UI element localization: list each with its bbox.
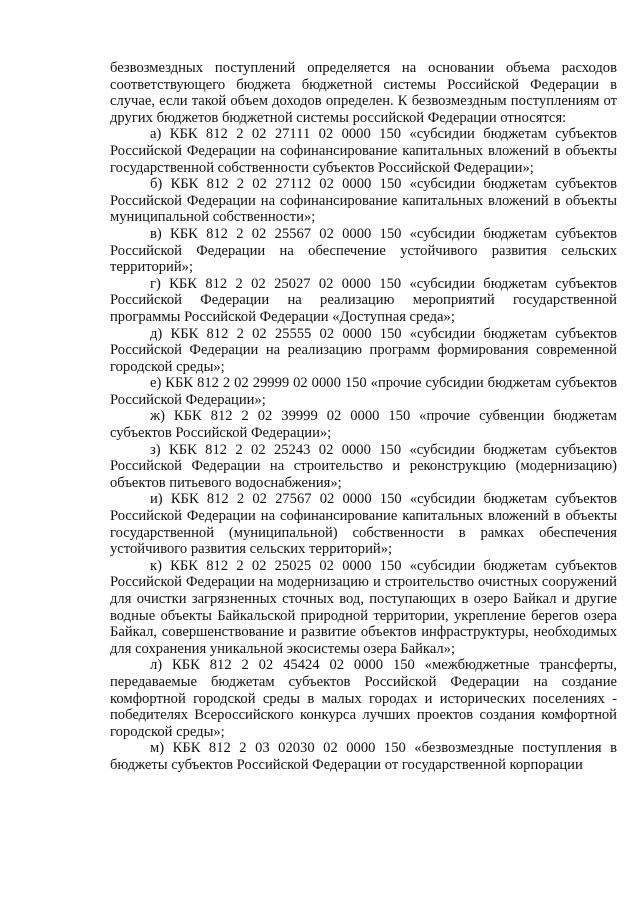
list-item-v: в) КБК 812 2 02 25567 02 0000 150 «субсидии бюджетам субъектов Российской Федерации на обеспечение устойчивого развития сельских территорий»; (110, 225, 617, 276)
list-item-g: г) КБК 812 2 02 25027 02 0000 150 «субсидии бюджетам субъектов Российской Федерации на реализацию мероприятий государственной программы Российской Федерации «Доступная среда»; (110, 275, 617, 325)
list-item-a: а) КБК 812 2 02 27111 02 0000 150 «субсидии бюджетам субъектов Российской Федерации на софинансирование капитальных вложений в объекты государственной собственности субъектов Российской Федерации»; (110, 126, 617, 176)
list-item-z: з) КБК 812 2 02 25243 02 0000 150 «субсидии бюджетам субъектов Российской Федерации на строительство и реконструкцию (модернизацию) объектов питьевого водоснабжения»; (110, 441, 617, 491)
document-page (110, 60, 617, 774)
list-item-zh: ж) КБК 812 2 02 39999 02 0000 150 «прочие субвенции бюджетам субъектов Российской Федерации»; (110, 408, 617, 442)
intro-paragraph: безвозмездных поступлений определяется на основании объема расходов соответствующего бюджета бюджетной системы Российской Федерации в случае, если такой объем доходов определен. К безвозмездным поступлениям от других бюджетов бюджетной системы российской Федерации относятся: (110, 60, 617, 126)
list-item-i: и) КБК 812 2 02 27567 02 0000 150 «субсидии бюджетам субъектов Российской Федерации на софинансирование капитальных вложений в объекты государственной (муниципальной) собственности в рамках обеспечения устойчивого развития сельских территорий»; (110, 491, 617, 558)
list-item-b: б) КБК 812 2 02 27112 02 0000 150 «субсидии бюджетам субъектов Российской Федерации на софинансирование капитальных вложений в объекты муниципальной собственности»; (110, 176, 617, 226)
list-item-e: е) КБК 812 2 02 29999 02 0000 150 «прочие субсидии бюджетам субъектов Российской Федерации»; (110, 375, 617, 408)
list-item-l: л) КБК 812 2 02 45424 02 0000 150 «межбюджетные трансферты, передаваемые бюджетам субъектов Российской Федерации на создание комфортной городской среды в малых городах и исторических поселениях - победителях Всероссийского конкурса лучших проектов создания комфортной городской среды»; (110, 657, 617, 740)
list-item-d: д) КБК 812 2 02 25555 02 0000 150 «субсидии бюджетам субъектов Российской Федерации на реализацию программ формирования современной городской среды»; (110, 325, 617, 375)
list-item-m: м) КБК 812 2 03 02030 02 0000 150 «безвозмездные поступления в бюджеты субъектов Российской Федерации от государственной корпорации (110, 740, 617, 773)
list-item-k: к) КБК 812 2 02 25025 02 0000 150 «субсидии бюджетам субъектов Российской Федерации на модернизацию и строительство очистных сооружений для очистки загрязненных сточных вод, поступающих в озеро Байкал и другие водные объекты Байкальской природной территории, укрепление берегов озера Байкал, совершенствование и развитие объектов инфраструктуры, необходимых для сохранения уникальной экосистемы озера Байкал»; (110, 557, 617, 657)
